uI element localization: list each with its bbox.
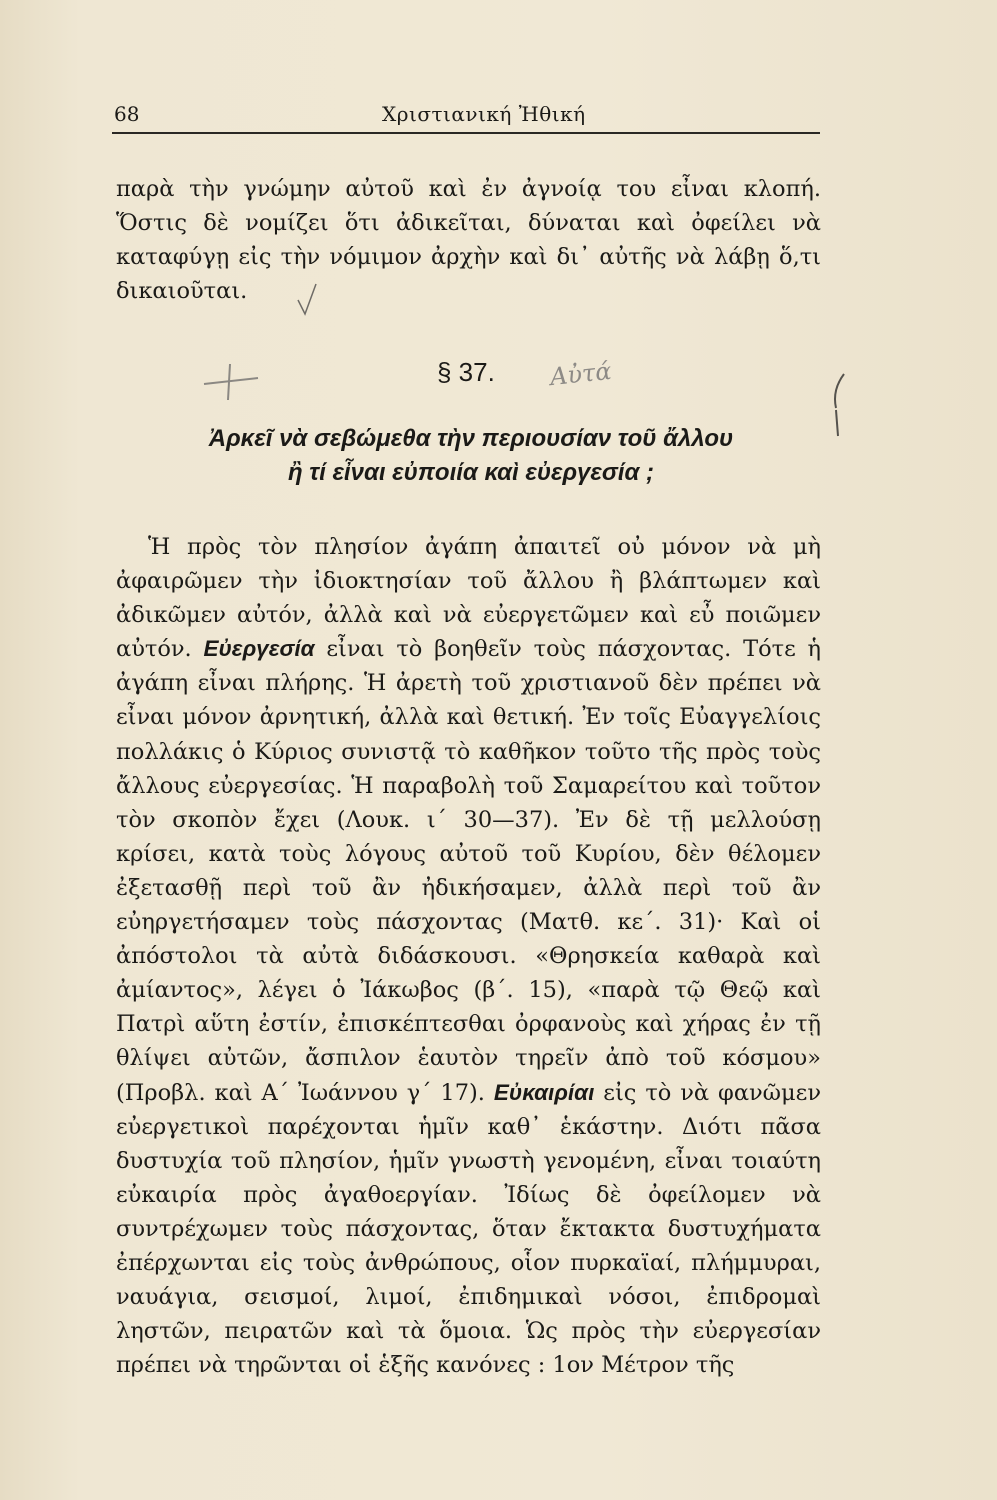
- running-title: Χριστιανική Ἠθική: [382, 102, 586, 126]
- paragraph-main: [116, 530, 821, 1382]
- paragraph-main-part-3: εἰς τὸ νὰ φανῶμεν εὐεργετικοὶ παρέχονται ἡμῖν καθ᾽ ἑκάστην. Διότι πᾶσα δυστυχία τοῦ πλησίον, ἡμῖν γνωστὴ γενομένη, εἶναι τοιαύτη εὐκαιρία πρὸς ἀγαθοεργίαν. Ἰδίως δὲ ὀφείλομεν νὰ συντρέχωμεν τοὺς πάσχοντας, ὅταν ἔκτακτα δυστυχήματα ἐπέρχωνται εἰς τοὺς ἀνθρώπους, οἷον πυρκαϊαί, πλήμμυραι, ναυάγια, σεισμοί, λιμοί, ἐπιδημικαὶ νόσοι, ἐπιδρομαὶ ληστῶν, πειρατῶν καὶ τὰ ὅμοια. Ὡς πρὸς τὴν εὐεργεσίαν πρέπει νὰ τηρῶνται οἱ ἑξῆς κανόνες : 1ον Μέτρον τῆς: [116, 1079, 821, 1379]
- paragraph-intro: παρὰ τὴν γνώμην αὐτοῦ καὶ ἐν ἀγνοίᾳ του εἶναι κλοπή. Ὅστις δὲ νομίζει ὅτι ἀδικεῖται, δύναται καὶ ὀφείλει νὰ καταφύγῃ εἰς τὴν νόμιμον ἀρχὴν καὶ δι᾽ αὐτῆς νὰ λάβῃ ὅ,τι δικαιοῦται.: [116, 176, 821, 304]
- pencil-cross-icon: [200, 362, 260, 402]
- section-heading-line-1: Ἀρκεῖ νὰ σεβώμεθα τὴν περιουσίαν τοῦ ἄλλου: [208, 425, 734, 452]
- pencil-annotation: Αὐτά: [548, 356, 613, 392]
- term-euergesia: Εὐεργεσία: [203, 636, 315, 662]
- page-header: [112, 98, 820, 134]
- term-eukairiai: Εὐκαιρίαι: [493, 1079, 595, 1105]
- paragraph-main-part-1: Ἡ πρὸς τὸν πλησίον ἀγάπη ἀπαιτεῖ οὐ μόνον νὰ μὴ ἀφαιρῶμεν τὴν ἰδιοκτησίαν τοῦ ἄλλου ἢ βλάπτωμεν καὶ ἀδικῶμεν αὐτόν, ἀλλὰ καὶ νὰ εὐεργετῶμεν καὶ εὖ ποιῶμεν αὐτόν.: [116, 534, 821, 663]
- section-heading: [116, 422, 826, 490]
- page-number: 68: [114, 102, 140, 126]
- section-number: § 37.: [437, 357, 495, 387]
- paragraph-main-part-2: εἶναι τὸ βοηθεῖν τοὺς πάσχοντας. Τότε ἡ ἀγάπη εἶναι πλήρης. Ἡ ἀρετὴ τοῦ χριστιανοῦ δὲν πρέπει νὰ εἶναι μόνον ἀρνητική, ἀλλὰ καὶ θετική. Ἐν τοῖς Εὐαγγελίοις πολλάκις ὁ Κύριος συνιστᾷ τὸ καθῆκον τοῦτο τῆς πρὸς τοὺς ἄλλους εὐεργεσίας. Ἡ παραβολὴ τοῦ Σαμαρείτου καὶ τοῦτον τὸν σκοπὸν ἔχει (Λουκ. ι΄ 30—37). Ἐν δὲ τῇ μελλούσῃ κρίσει, κατὰ τοὺς λόγους αὐτοῦ τοῦ Κυρίου, δὲν θέλομεν ἐξετασθῇ περὶ τοῦ ἂν ἠδικήσαμεν, ἀλλὰ περὶ τοῦ ἂν εὐηργετήσαμεν τοὺς πάσχοντας (Ματθ. κε΄. 31)· Καὶ οἱ ἀπόστολοι τὰ αὐτὰ διδάσκουσι. «Θρησκεία καθαρὰ καὶ ἀμίαντος», λέγει ὁ Ἰάκωβος (β΄. 15), «παρὰ τῷ Θεῷ καὶ Πατρὶ αὕτη ἐστίν, ἐπισκέπτεσθαι ὀρφανοὺς καὶ χήρας ἐν τῇ θλίψει αὐτῶν, ἄσπιλον ἑαυτὸν τηρεῖν ἀπὸ τοῦ κόσμου» (Προβλ. καὶ Α΄ Ἰωάννου γ΄ 17).: [116, 636, 821, 1106]
- pencil-check-icon: [296, 280, 318, 320]
- section-heading-line-2: ἢ τί εἶναι εὐποιία καὶ εὐεργεσία ;: [287, 459, 655, 486]
